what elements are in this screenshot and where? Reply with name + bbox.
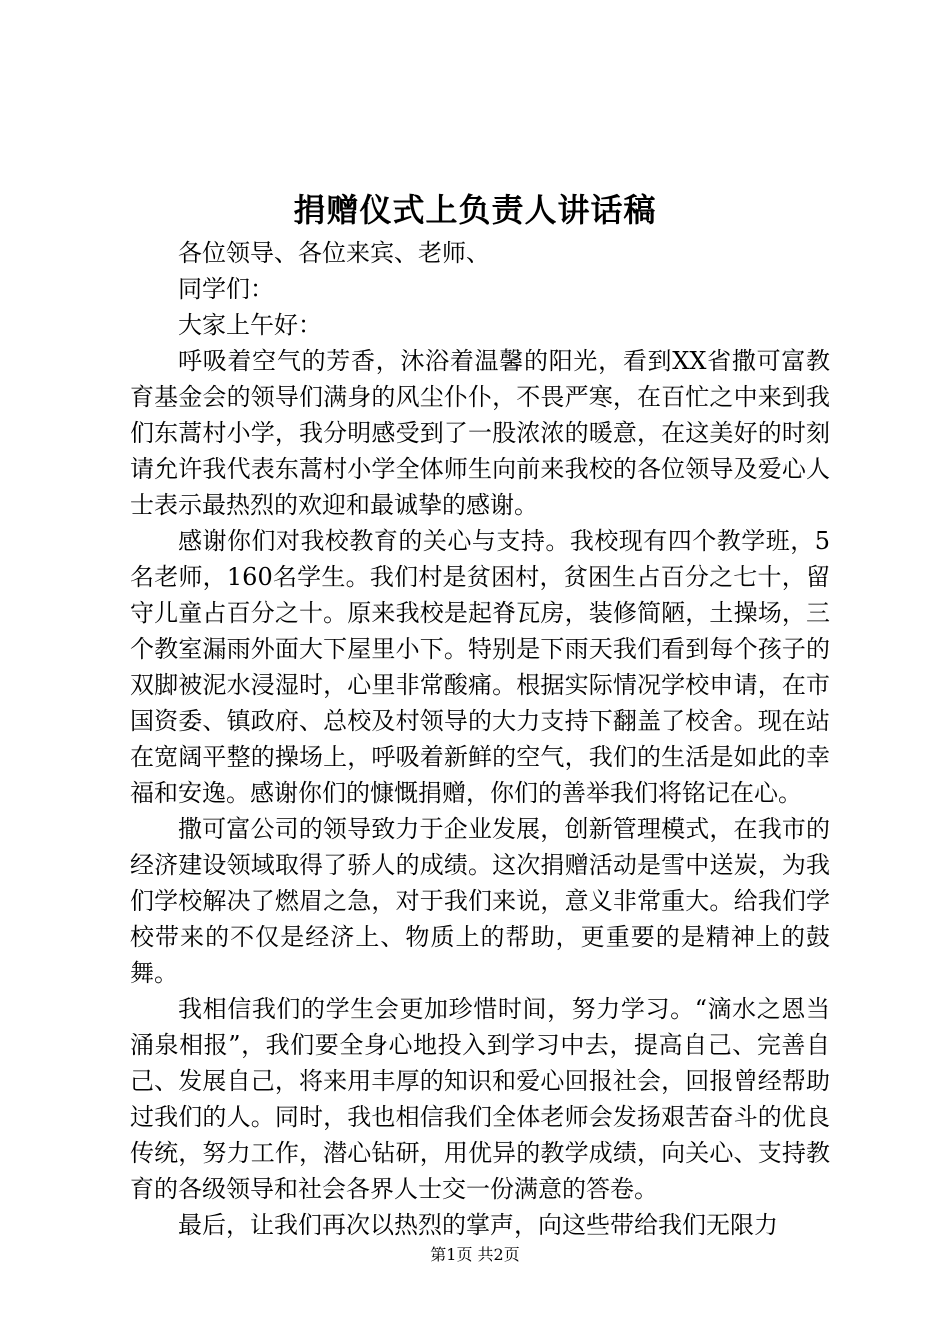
- paragraph: 撒可富公司的领导致力于企业发展，创新管理模式，在我市的经济建设领域取得了骄人的成绩。这次捐赠活动是雪中送炭，为我们学校解决了燃眉之急，对于我们来说，意义非常重大。给我们学校带来的不仅是经济上、物质上的帮助，更重要的是精神上的鼓舞。: [130, 815, 830, 987]
- salutation-line: 各位领导、各位来宾、老师、: [178, 239, 490, 267]
- paragraph: 感谢你们对我校教育的关心与支持。我校现有四个教学班，5名老师，160名学生。我们村是贫困村，贫困生占百分之七十，留守儿童占百分之十。原来我校是起脊瓦房，装修简陋，土操场，三个教室漏雨外面大下屋里小下。特别是下雨天我们看到每个孩子的双脚被泥水浸湿时，心里非常酸痛。根据实际情况学校申请，在市国资委、镇政府、总校及村领导的大力支持下翻盖了校舍。现在站在宽阔平整的操场上，呼吸着新鲜的空气，我们的生活是如此的幸福和安逸。感谢你们的慷慨捐赠，你们的善举我们将铭记在心。: [130, 527, 830, 807]
- greeting-line: 大家上午好：: [178, 311, 322, 339]
- page-number-footer: 第1页 共2页: [430, 1245, 520, 1264]
- paragraph: 我相信我们的学生会更加珍惜时间，努力学习。“滴水之恩当涌泉相报”，我们要全身心地投入到学习中去，提高自己、完善自己、发展自己，将来用丰厚的知识和爱心回报社会，回报曾经帮助过我们的人。同时，我也相信我们全体老师会发扬艰苦奋斗的优良传统，努力工作，潜心钻研，用优异的教学成绩，向关心、支持教育的各级领导和社会各界人士交一份满意的答卷。: [130, 995, 830, 1203]
- document-body: [130, 235, 830, 1243]
- paragraph: 最后，让我们再次以热烈的掌声，向这些带给我们无限力: [178, 1211, 778, 1239]
- salutation-line: 同学们：: [178, 275, 274, 303]
- paragraph: 呼吸着空气的芳香，沐浴着温馨的阳光，看到XX省撒可富教育基金会的领导们满身的风尘仆仆，不畏严寒，在百忙之中来到我们东蒿村小学，我分明感受到了一股浓浓的暖意，在这美好的时刻请允许我代表东蒿村小学全体师生向前来我校的各位领导及爱心人士表示最热烈的欢迎和最诚挚的感谢。: [130, 347, 830, 519]
- document-title: 捐赠仪式上负责人讲话稿: [293, 191, 657, 229]
